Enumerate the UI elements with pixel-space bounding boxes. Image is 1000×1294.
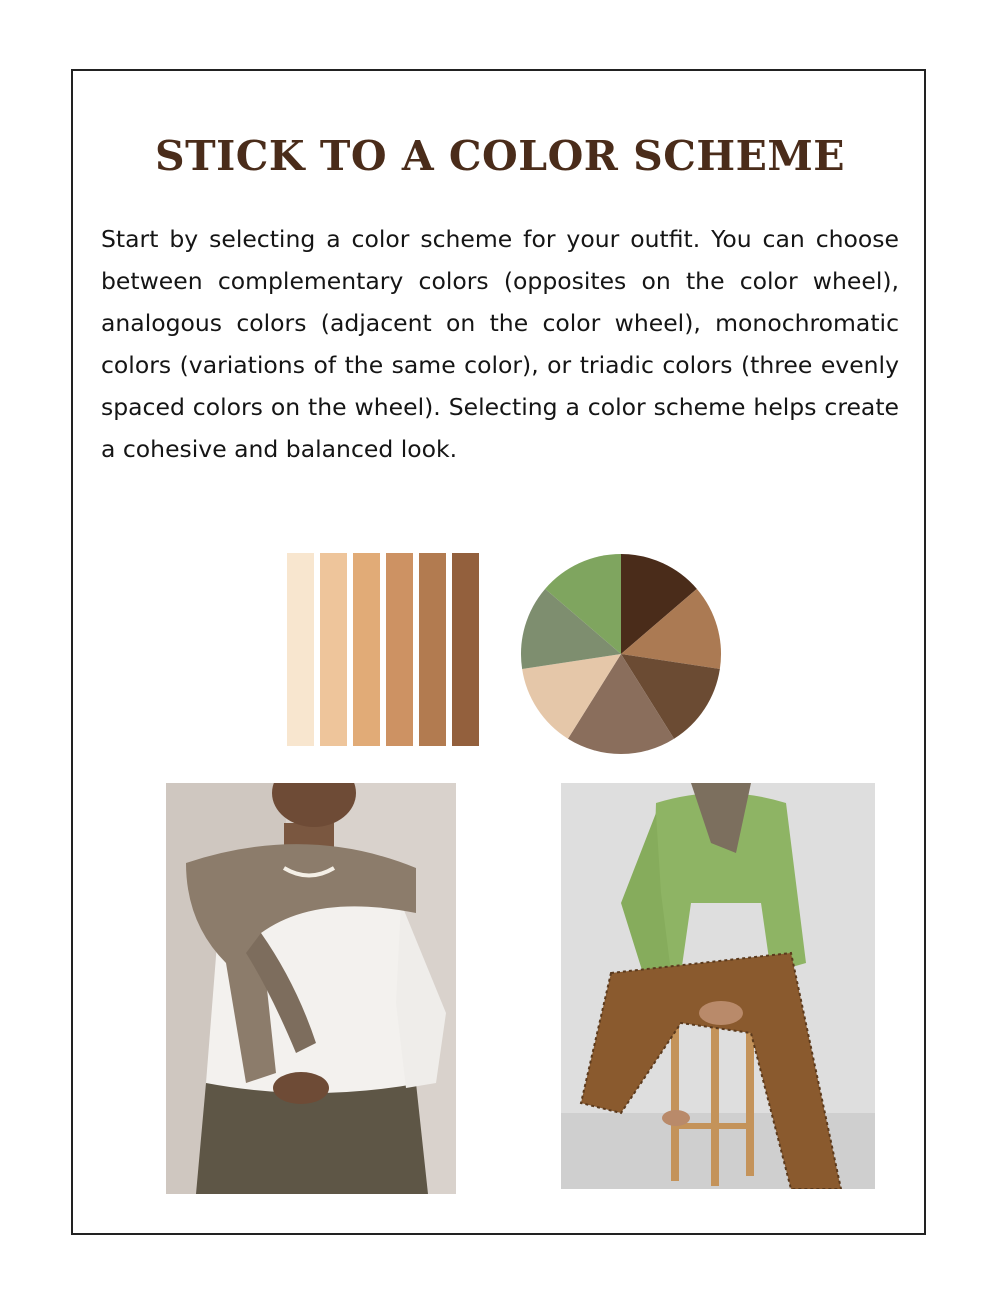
body-paragraph: Start by selecting a color scheme for your outfit. You can choose between complementary colors (opposites on the color wheel), analogous colors (adjacent on the color wheel), monochromatic colors (variations of the same color), or triadic colors (three evenly spaced colors on the wheel). Selecting a color scheme helps create a cohesive and balanced look. — [101, 225, 899, 463]
palette-swatch-4 — [386, 553, 413, 746]
palette-swatch-5 — [419, 553, 446, 746]
outfit-photo-neutral — [166, 783, 456, 1194]
page-title: STICK TO A COLOR SCHEME — [154, 132, 846, 180]
outfit-photo-green-plaid — [561, 783, 875, 1189]
palette-swatch-2 — [320, 553, 347, 746]
palette-swatch-3 — [353, 553, 380, 746]
color-pie-chart — [520, 553, 722, 755]
palette-swatch-6 — [452, 553, 479, 746]
palette-swatch-1 — [287, 553, 314, 746]
